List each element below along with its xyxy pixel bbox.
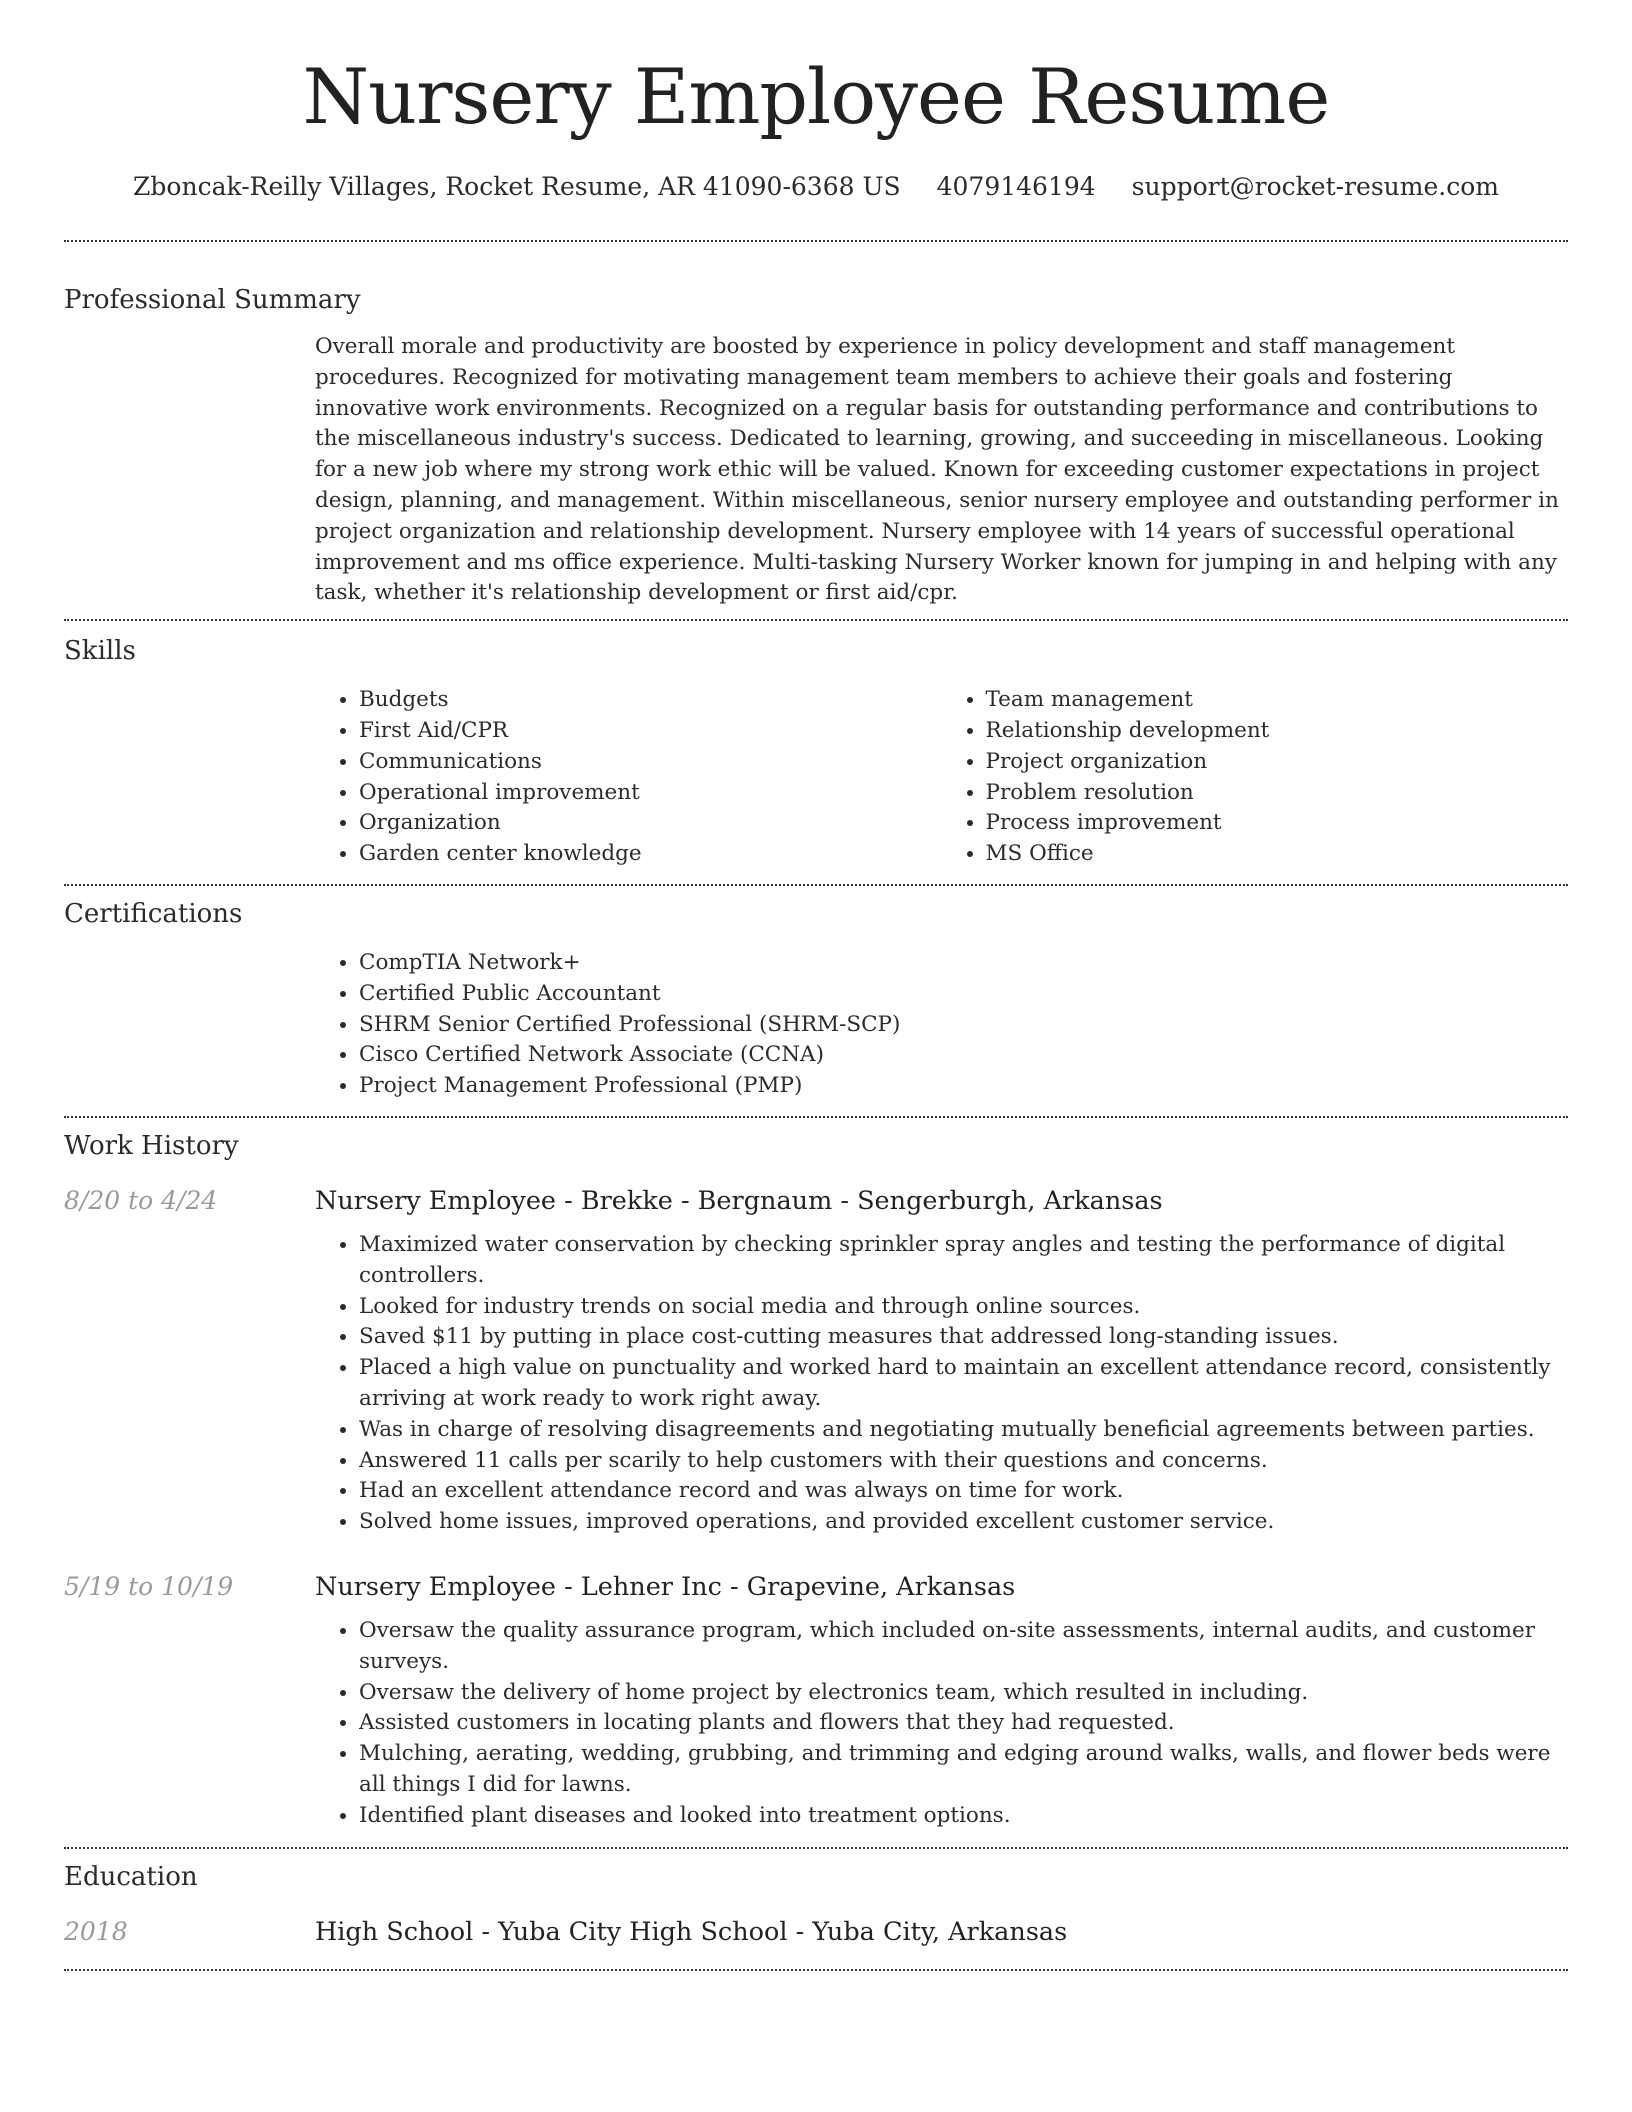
skill-item: • Problem resolution	[986, 778, 1569, 809]
job-entry	[64, 1570, 1568, 1832]
skills-list-right	[942, 685, 1569, 870]
skill-item: • Garden center knowledge	[359, 839, 942, 870]
skill-item: • Team management	[986, 685, 1569, 716]
divider	[64, 1969, 1568, 1971]
job-heading: Nursery Employee - Lehner Inc - Grapevine, Arkansas	[315, 1571, 1016, 1602]
certification-item: • Cisco Certified Network Associate (CCNA)	[359, 1040, 1568, 1071]
skill-item: • Operational improvement	[359, 778, 942, 809]
job-bullet: • Assisted customers in locating plants and flowers that they had requested.	[359, 1708, 1568, 1739]
job-dates: 8/20 to 4/24	[64, 1185, 218, 1215]
certifications-section	[64, 896, 1568, 1102]
contact-email: support@rocket-resume.com	[1131, 172, 1499, 201]
education-entry	[64, 1915, 1568, 1949]
job-bullets	[315, 1616, 1568, 1832]
job-heading: Nursery Employee - Brekke - Bergnaum - Sengerburgh, Arkansas	[315, 1185, 1163, 1216]
certification-item: • Project Management Professional (PMP)	[359, 1071, 1568, 1102]
divider	[64, 1116, 1568, 1118]
job-bullet: • Mulching, aerating, wedding, grubbing, and trimming and edging around walks, walls, and flower beds were all things I did for lawns.	[359, 1739, 1568, 1801]
contact-address: Zboncak-Reilly Villages, Rocket Resume, AR 41090-6368 US	[133, 172, 901, 201]
job-bullet: • Looked for industry trends on social media and through online sources.	[359, 1292, 1568, 1323]
divider	[64, 240, 1568, 242]
education-year: 2018	[64, 1917, 128, 1947]
summary-section	[64, 282, 1568, 609]
job-bullet: • Was in charge of resolving disagreements and negotiating mutually beneficial agreements between parties.	[359, 1415, 1568, 1446]
job-bullet: • Maximized water conservation by checking sprinkler spray angles and testing the performance of digital controllers.	[359, 1230, 1568, 1292]
certifications-list	[315, 948, 1568, 1102]
work-section	[64, 1128, 1568, 1832]
skill-item: • First Aid/CPR	[359, 716, 942, 747]
skill-item: • Organization	[359, 808, 942, 839]
section-title-skills: Skills	[64, 636, 136, 667]
skill-item: • MS Office	[986, 839, 1569, 870]
skill-item: • Budgets	[359, 685, 942, 716]
job-bullet: • Answered 11 calls per scarily to help customers with their questions and concerns.	[359, 1446, 1568, 1477]
divider	[64, 619, 1568, 621]
summary-text: Overall morale and productivity are boosted by experience in policy development and staff management procedures. Recognized for motivating management team members to achieve their goals and fostering innovative work environments. Recognized on a regular basis for outstanding performance and contributions to the miscellaneous industry's success. Dedicated to learning, growing, and succeeding in miscellaneous. Looking for a new job where my strong work ethic will be valued. Known for exceeding customer expectations in project design, planning, and management. Within miscellaneous, senior nursery employee and outstanding performer in project organization and relationship development. Nursery employee with 14 years of successful operational improvement and ms office experience. Multi-tasking Nursery Worker known for jumping in and helping with any task, whether it's relationship development or first aid/cpr.	[315, 334, 1559, 606]
education-heading: High School - Yuba City High School - Yuba City, Arkansas	[315, 1917, 1068, 1948]
resume-page	[64, 0, 1568, 1971]
skills-section	[64, 633, 1568, 870]
job-bullet: • Placed a high value on punctuality and worked hard to maintain an excellent attendance record, consistently arriving at work ready to work right away.	[359, 1353, 1568, 1415]
job-bullet: • Identified plant diseases and looked into treatment options.	[359, 1801, 1568, 1832]
certification-item: • CompTIA Network+	[359, 948, 1568, 979]
job-entry	[64, 1184, 1568, 1538]
job-bullet: • Solved home issues, improved operations, and provided excellent customer service.	[359, 1507, 1568, 1538]
certification-item: • SHRM Senior Certified Professional (SHRM-SCP)	[359, 1010, 1568, 1041]
section-title-certifications: Certifications	[64, 898, 243, 929]
job-bullet: • Had an excellent attendance record and was always on time for work.	[359, 1476, 1568, 1507]
skill-item: • Project organization	[986, 747, 1569, 778]
education-section	[64, 1859, 1568, 1949]
divider	[64, 884, 1568, 886]
skills-list-left	[315, 685, 942, 870]
job-bullets	[315, 1230, 1568, 1538]
job-bullet: • Oversaw the delivery of home project by electronics team, which resulted in including.	[359, 1678, 1568, 1709]
skill-item: • Communications	[359, 747, 942, 778]
certification-item: • Certified Public Accountant	[359, 979, 1568, 1010]
contact-line	[64, 170, 1568, 204]
skill-item: • Process improvement	[986, 808, 1569, 839]
resume-title: Nursery Employee Resume	[302, 52, 1330, 141]
section-title-work: Work History	[64, 1130, 239, 1161]
job-bullet: • Saved $11 by putting in place cost-cutting measures that addressed long-standing issues.	[359, 1322, 1568, 1353]
section-title-education: Education	[64, 1862, 198, 1893]
contact-phone: 4079146194	[936, 172, 1096, 201]
section-title-summary: Professional Summary	[64, 285, 361, 315]
job-dates: 5/19 to 10/19	[64, 1571, 234, 1601]
divider	[64, 1847, 1568, 1849]
job-bullet: • Oversaw the quality assurance program, which included on-site assessments, internal audits, and customer surveys.	[359, 1616, 1568, 1678]
skill-item: • Relationship development	[986, 716, 1569, 747]
